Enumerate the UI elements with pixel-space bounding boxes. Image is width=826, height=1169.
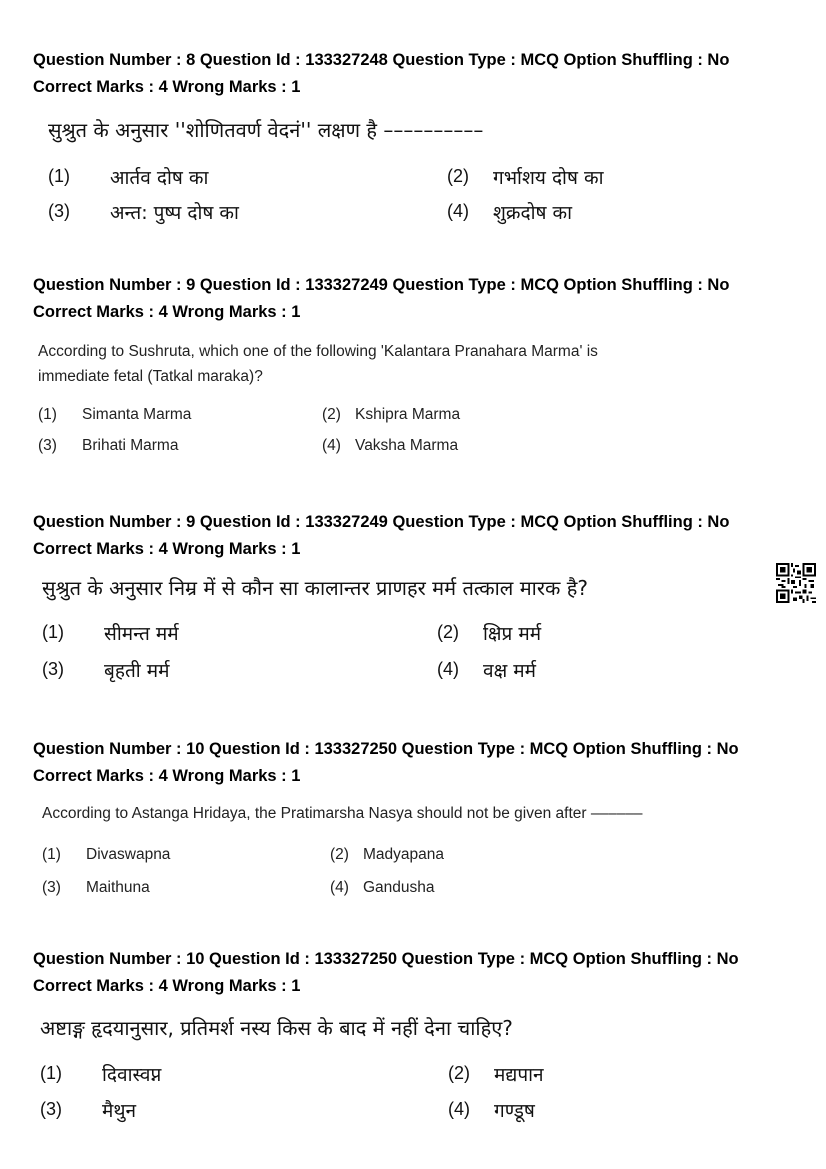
option-text: Madyapana bbox=[363, 846, 445, 863]
option-number: (2) bbox=[447, 166, 469, 186]
option-text: वक्ष मर्म bbox=[483, 660, 536, 682]
question-text: सुश्रुत के अनुसार ''शोणितवर्ण वेदनं'' लक्षण है –––––––––– bbox=[48, 118, 484, 142]
option-number: (3) bbox=[40, 1099, 62, 1119]
option-number: (4) bbox=[437, 659, 459, 679]
option-text: गण्डूष bbox=[494, 1100, 535, 1122]
question-header: Question Number : 10 Question Id : 133327250 Question Type : MCQ Option Shuffling : No bbox=[33, 950, 739, 968]
option-number: (3) bbox=[42, 659, 64, 679]
question-text: अष्टाङ्ग हृदयानुसार, प्रतिमर्श नस्य किस के बाद में नहीं देना चाहिए? bbox=[40, 1016, 513, 1040]
question-text-line-2: immediate fetal (Tatkal maraka)? bbox=[38, 368, 263, 385]
option-number: (4) bbox=[448, 1099, 470, 1119]
option-text: Gandusha bbox=[363, 879, 435, 896]
option-text: Maithuna bbox=[86, 879, 150, 896]
option-text: बृहती मर्म bbox=[104, 660, 170, 682]
option-number: (2) bbox=[322, 406, 341, 423]
option-number: (1) bbox=[38, 406, 57, 423]
option-text: मद्यपान bbox=[494, 1064, 544, 1086]
option-text: शुक्रदोष का bbox=[493, 202, 573, 224]
option-number: (2) bbox=[448, 1063, 470, 1083]
option-text: Kshipra Marma bbox=[355, 406, 461, 423]
option-number: (4) bbox=[330, 879, 349, 896]
option-text: आर्तव दोष का bbox=[110, 167, 209, 189]
question-text: According to Astanga Hridaya, the Pratimarsha Nasya should not be given after –––––– bbox=[42, 805, 643, 822]
option-number: (2) bbox=[330, 846, 349, 863]
question-text-line-1: According to Sushruta, which one of the following 'Kalantara Pranahara Marma' is bbox=[38, 343, 598, 360]
option-number: (3) bbox=[42, 879, 61, 896]
qr-code-icon bbox=[776, 563, 816, 603]
option-text: Brihati Marma bbox=[82, 437, 179, 454]
option-text: अन्त: पुष्प दोष का bbox=[110, 202, 239, 224]
option-number: (1) bbox=[48, 166, 70, 186]
question-header: Question Number : 9 Question Id : 133327249 Question Type : MCQ Option Shuffling : No bbox=[33, 276, 730, 294]
question-text: सुश्रुत के अनुसार निम्र में से कौन सा कालान्तर प्राणहर मर्म तत्काल मारक है? bbox=[42, 576, 588, 600]
question-header: Question Number : 9 Question Id : 133327249 Question Type : MCQ Option Shuffling : No bbox=[33, 513, 730, 531]
option-number: (1) bbox=[42, 622, 64, 642]
option-number: (4) bbox=[447, 201, 469, 221]
option-number: (1) bbox=[42, 846, 61, 863]
marks-line: Correct Marks : 4 Wrong Marks : 1 bbox=[33, 78, 301, 96]
option-text: क्षिप्र मर्म bbox=[483, 623, 542, 645]
option-number: (1) bbox=[40, 1063, 62, 1083]
option-text: दिवास्वप्न bbox=[102, 1064, 162, 1086]
option-text: सीमन्त मर्म bbox=[104, 623, 179, 645]
option-number: (4) bbox=[322, 437, 341, 454]
marks-line: Correct Marks : 4 Wrong Marks : 1 bbox=[33, 977, 301, 995]
question-header: Question Number : 8 Question Id : 133327248 Question Type : MCQ Option Shuffling : No bbox=[33, 51, 730, 69]
option-text: Divaswapna bbox=[86, 846, 171, 863]
option-number: (2) bbox=[437, 622, 459, 642]
marks-line: Correct Marks : 4 Wrong Marks : 1 bbox=[33, 767, 301, 785]
option-text: गर्भाशय दोष का bbox=[493, 167, 604, 189]
question-header: Question Number : 10 Question Id : 133327250 Question Type : MCQ Option Shuffling : No bbox=[33, 740, 739, 758]
option-number: (3) bbox=[48, 201, 70, 221]
marks-line: Correct Marks : 4 Wrong Marks : 1 bbox=[33, 303, 301, 321]
option-text: मैथुन bbox=[102, 1100, 137, 1122]
marks-line: Correct Marks : 4 Wrong Marks : 1 bbox=[33, 540, 301, 558]
option-number: (3) bbox=[38, 437, 57, 454]
option-text: Vaksha Marma bbox=[355, 437, 459, 454]
option-text: Simanta Marma bbox=[82, 406, 192, 423]
